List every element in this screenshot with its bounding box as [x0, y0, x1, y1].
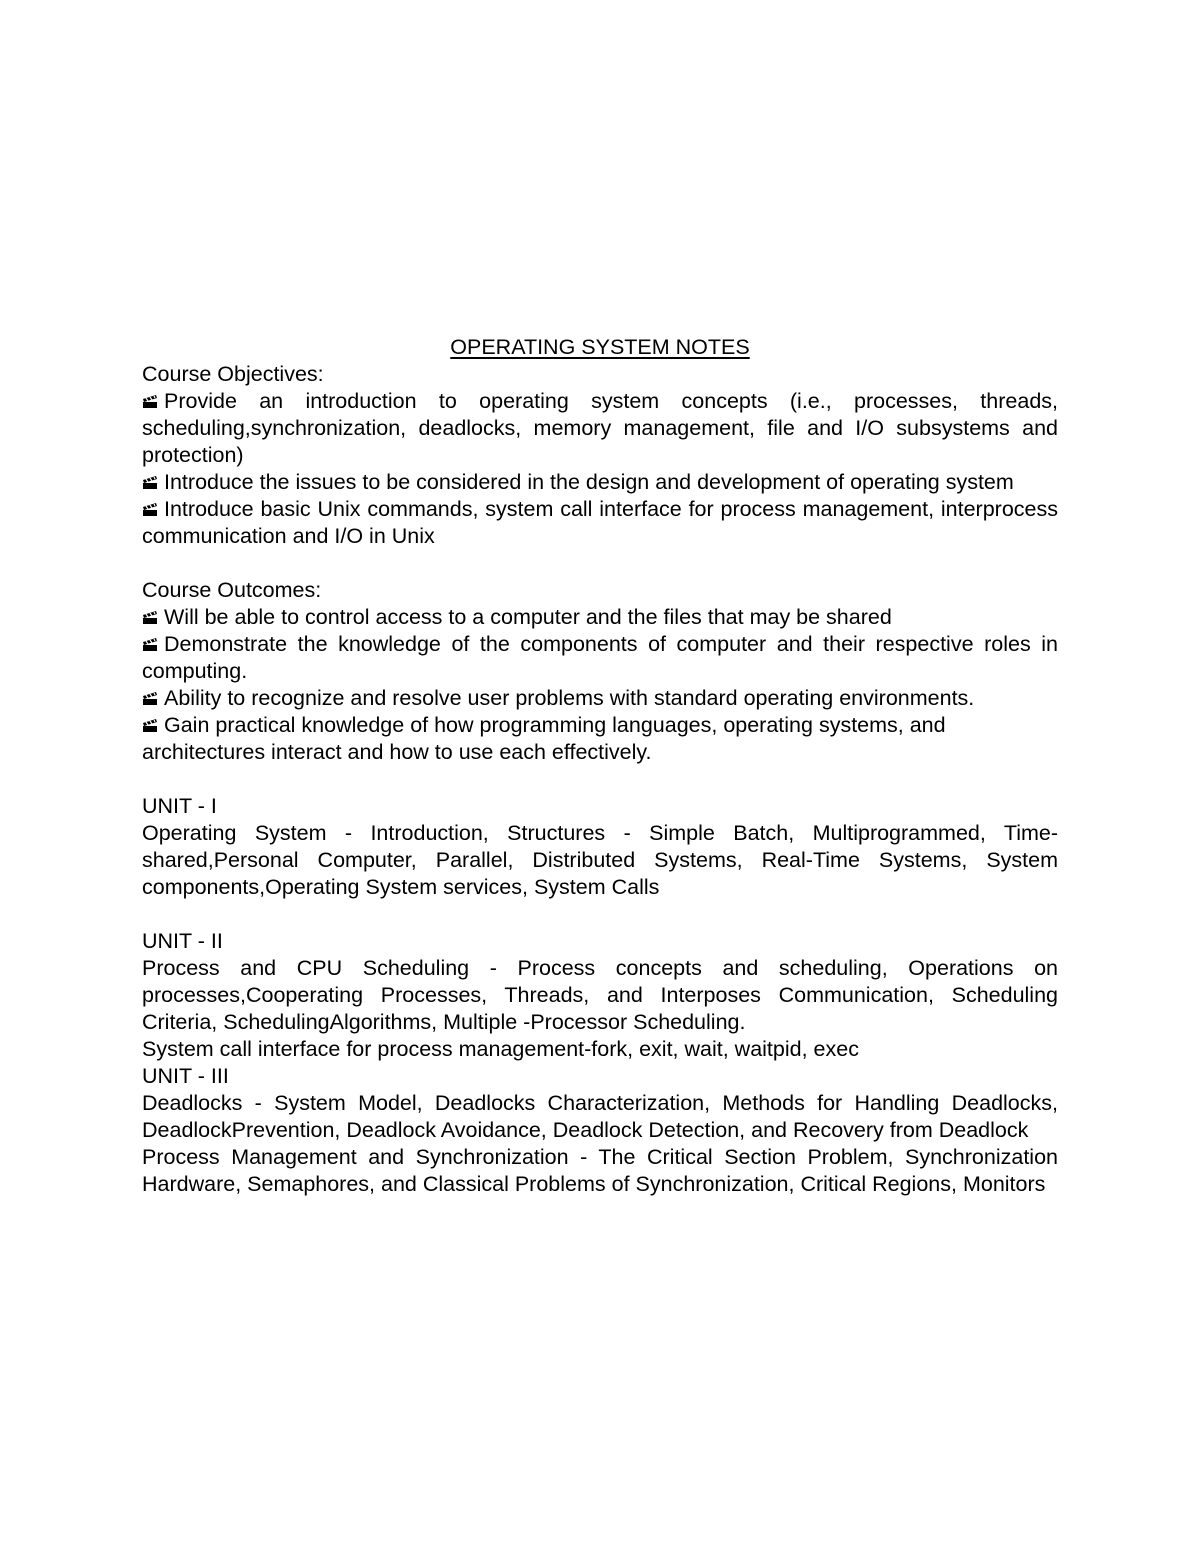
clapperboard-icon — [142, 636, 158, 652]
objective-item — [142, 496, 1058, 550]
spacer — [142, 550, 1058, 577]
clapperboard-icon — [142, 474, 158, 490]
unit-3-text: Deadlocks - System Model, Deadlocks Characterization, Methods for Handling Deadlocks, DeadlockPrevention, Deadlock Avoidance, Deadlock Detection, and Recovery from Deadlock — [142, 1091, 1058, 1142]
outcome-item — [142, 604, 1058, 631]
unit-1-text: Operating System - Introduction, Structures - Simple Batch, Multiprogrammed, Time-shared,Personal Computer, Parallel, Distributed Systems, Real-Time Systems, System components,Operating System services, System Calls — [142, 821, 1058, 899]
outcome-item — [142, 712, 1058, 739]
outcome-text: Gain practical knowledge of how programming languages, operating systems, and — [164, 713, 946, 737]
objective-item — [142, 388, 1058, 469]
document-page — [142, 334, 1058, 1198]
objective-item — [142, 469, 1058, 496]
outcome-text: Will be able to control access to a computer and the files that may be shared — [164, 605, 892, 629]
unit-3-heading: UNIT - III — [142, 1064, 229, 1088]
outcome-text: Ability to recognize and resolve user problems with standard operating environments. — [164, 686, 975, 710]
clapperboard-icon — [142, 717, 158, 733]
unit-1-heading: UNIT - I — [142, 794, 217, 818]
unit-2-heading: UNIT - II — [142, 929, 223, 953]
outcome-text: Demonstrate the knowledge of the components of computer and their respective roles in computing. — [142, 632, 1058, 683]
objective-text: Provide an introduction to operating system concepts (i.e., processes, threads, scheduling,synchronization, deadlocks, memory management, file and I/O subsystems and protection) — [142, 389, 1058, 467]
clapperboard-icon — [142, 609, 158, 625]
clapperboard-icon — [142, 393, 158, 409]
clapperboard-icon — [142, 690, 158, 706]
objective-text: Introduce basic Unix commands, system call interface for process management, interprocess communication and I/O in Unix — [142, 497, 1058, 548]
unit-2-text: Process and CPU Scheduling - Process concepts and scheduling, Operations on processes,Cooperating Processes, Threads, and Interposes Communication, Scheduling Criteria, SchedulingAlgorithms, Multiple -Processor Scheduling. — [142, 956, 1058, 1034]
spacer — [142, 766, 1058, 793]
spacer — [142, 901, 1058, 928]
objective-text: Introduce the issues to be considered in the design and development of operating system — [164, 470, 1014, 494]
outcome-continuation: architectures interact and how to use each effectively. — [142, 740, 652, 764]
outcome-item — [142, 631, 1058, 685]
outcomes-heading: Course Outcomes: — [142, 578, 322, 602]
unit-3-text-2: Process Management and Synchronization - The Critical Section Problem, Synchronization Hardware, Semaphores, and Classical Problems of Synchronization, Critical Regions, Monitors — [142, 1145, 1058, 1196]
clapperboard-icon — [142, 501, 158, 517]
document-title: OPERATING SYSTEM NOTES — [450, 335, 750, 359]
unit-2-text-2: System call interface for process management-fork, exit, wait, waitpid, exec — [142, 1037, 859, 1061]
outcome-item — [142, 685, 1058, 712]
objectives-heading: Course Objectives: — [142, 362, 324, 386]
